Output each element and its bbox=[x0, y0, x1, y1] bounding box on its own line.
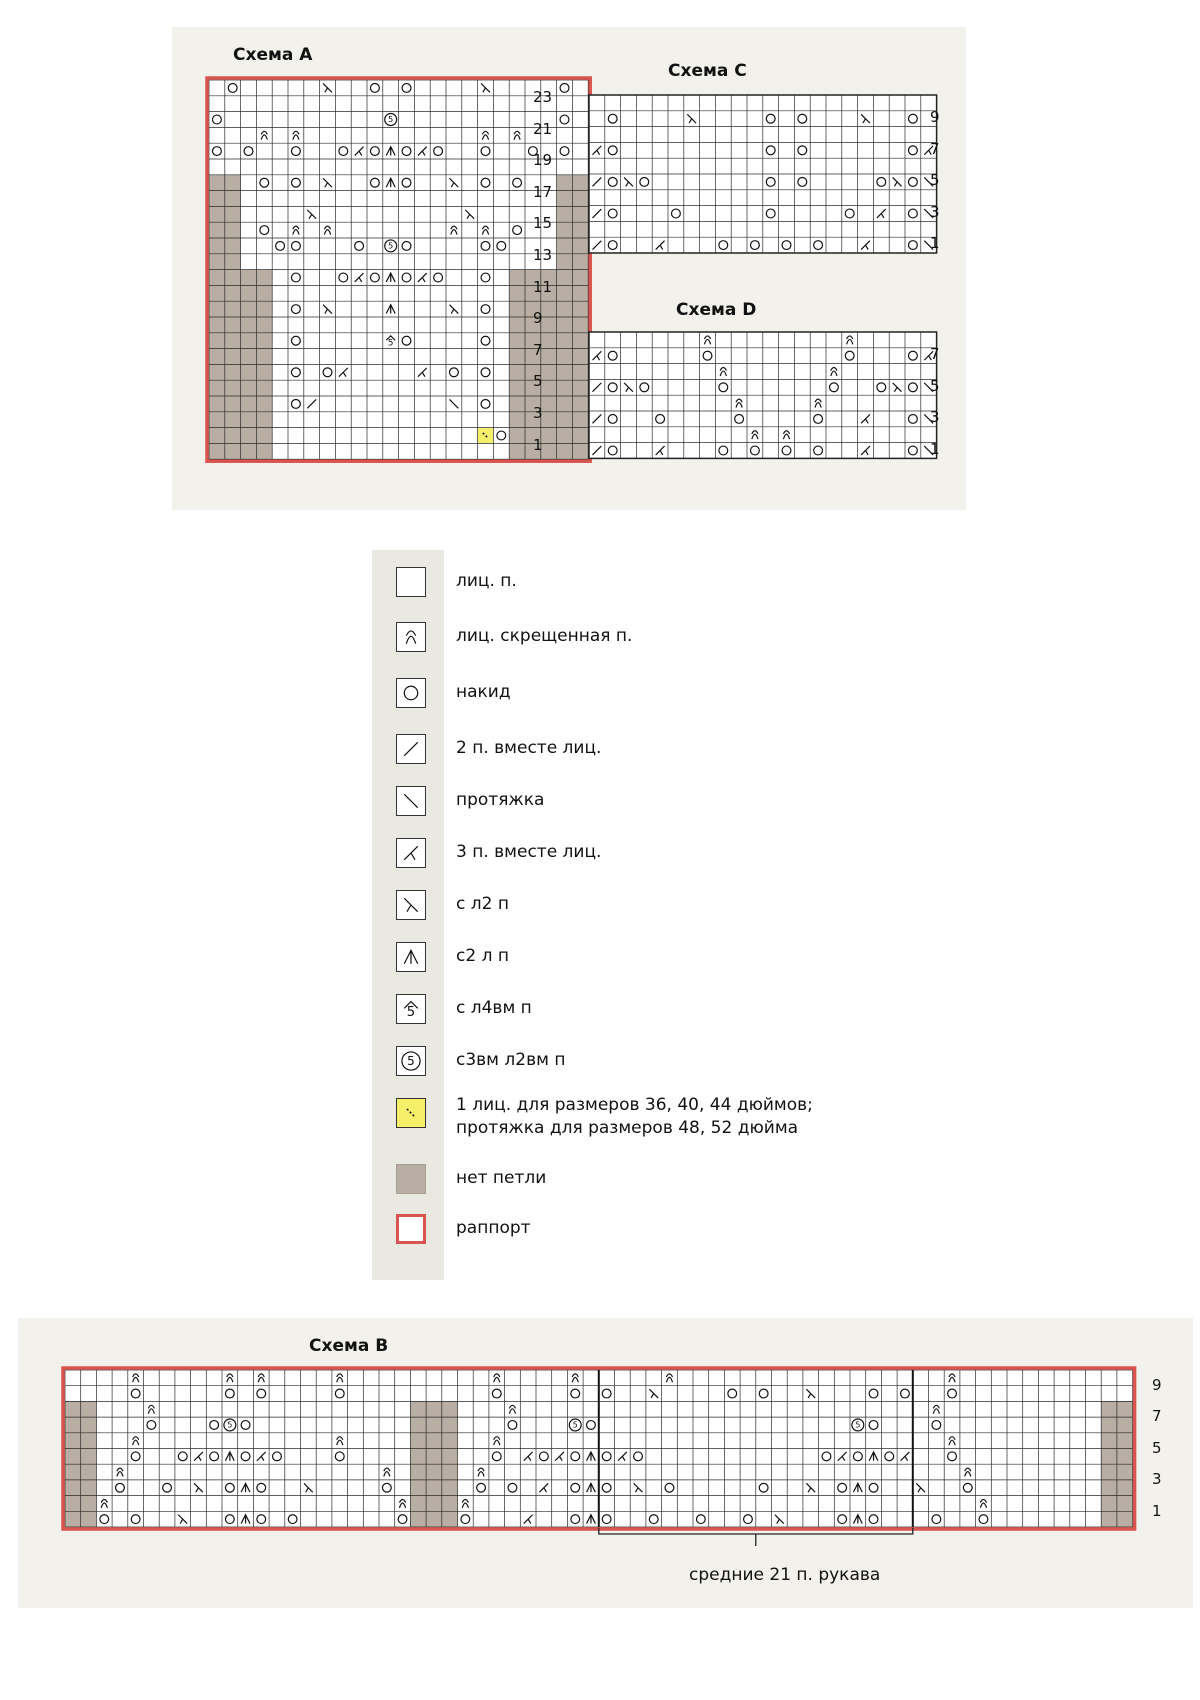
row-number: 1 bbox=[533, 435, 543, 454]
svg-text:5: 5 bbox=[388, 115, 394, 125]
c4-symbol-icon bbox=[399, 997, 423, 1021]
svg-text:5: 5 bbox=[387, 338, 394, 349]
scheme-b-title: Схема В bbox=[309, 1336, 389, 1356]
legend-label: 1 лиц. для размеров 36, 40, 44 дюймов; протяжка для размеров 48, 52 дюйма bbox=[456, 1095, 813, 1138]
legend-swatch-o bbox=[396, 678, 426, 708]
row-number: 3 bbox=[930, 202, 940, 221]
legend-swatch-gray bbox=[396, 1164, 426, 1194]
legend-label: с3вм л2вм п bbox=[456, 1050, 566, 1070]
cl2-symbol-icon bbox=[399, 893, 423, 917]
legend-label: с л2 п bbox=[456, 894, 509, 914]
row-number: 9 bbox=[533, 309, 543, 328]
row-number: 19 bbox=[533, 151, 553, 170]
row-number: 9 bbox=[930, 108, 940, 126]
scheme-c-title: Схема С bbox=[668, 61, 747, 81]
legend-swatch-c3 bbox=[396, 1046, 426, 1076]
legend-label: протяжка bbox=[456, 790, 545, 810]
size-variant-cell bbox=[478, 428, 494, 444]
row-number: 5 bbox=[1152, 1438, 1162, 1457]
legend-label: раппорт bbox=[456, 1218, 531, 1238]
k3tog-symbol-icon bbox=[399, 841, 423, 865]
row-number: 23 bbox=[533, 88, 553, 106]
svg-text:5: 5 bbox=[388, 241, 394, 251]
row-number: 7 bbox=[930, 345, 940, 363]
legend-swatch-bs bbox=[396, 786, 426, 816]
legend-swatch-red bbox=[396, 1214, 426, 1244]
ssk-symbol-icon bbox=[399, 789, 423, 813]
legend-label: с2 л п bbox=[456, 946, 509, 966]
legend-swatch-empty bbox=[396, 567, 426, 597]
legend-label: лиц. п. bbox=[456, 571, 517, 591]
scheme-c-grid-group bbox=[589, 95, 937, 253]
svg-text:5: 5 bbox=[407, 1054, 415, 1069]
svg-text:5: 5 bbox=[855, 1420, 861, 1430]
svg-text:5: 5 bbox=[227, 1420, 233, 1430]
svg-text:5: 5 bbox=[572, 1420, 578, 1430]
row-number: 13 bbox=[533, 246, 553, 264]
sleeve-middle-note: средние 21 п. рукава bbox=[689, 1565, 881, 1585]
legend-label: 3 п. вместе лиц. bbox=[456, 842, 602, 862]
row-number: 5 bbox=[533, 372, 543, 391]
legend-swatch-c2 bbox=[396, 942, 426, 972]
row-number: 1 bbox=[930, 439, 940, 458]
row-number: 17 bbox=[533, 182, 553, 201]
row-number: 11 bbox=[533, 277, 553, 296]
yarn-over-symbol-icon bbox=[399, 681, 423, 705]
row-number: 21 bbox=[533, 119, 553, 138]
row-number: 5 bbox=[930, 171, 940, 190]
legend-swatch-sl bbox=[396, 734, 426, 764]
scheme-b-grid-group bbox=[63, 1368, 1135, 1529]
legend-label: нет петли bbox=[456, 1168, 547, 1188]
legend-label: 2 п. вместе лиц. bbox=[456, 738, 602, 758]
row-number: 9 bbox=[1152, 1376, 1162, 1394]
scheme-d-title: Схема D bbox=[676, 300, 757, 320]
legend-swatch-cl2 bbox=[396, 890, 426, 920]
size-variant-symbol-icon bbox=[399, 1101, 423, 1125]
scheme-d-grid-group bbox=[589, 332, 937, 458]
scheme-a-title: Схема А bbox=[233, 45, 313, 65]
row-number: 7 bbox=[930, 139, 940, 158]
row-number: 5 bbox=[930, 376, 940, 395]
svg-text:5: 5 bbox=[406, 1005, 416, 1021]
legend-swatch-yel bbox=[396, 1098, 426, 1128]
row-number: 15 bbox=[533, 214, 553, 233]
row-number: 7 bbox=[533, 340, 543, 359]
legend-swatch-x bbox=[396, 622, 426, 652]
k2tog-symbol-icon bbox=[399, 737, 423, 761]
row-number: 3 bbox=[930, 408, 940, 427]
row-number: 1 bbox=[1152, 1501, 1162, 1520]
legend-label: с л4вм п bbox=[456, 998, 532, 1018]
legend-swatch-c4 bbox=[396, 994, 426, 1024]
twisted-knit-symbol-icon bbox=[399, 625, 423, 649]
row-number: 3 bbox=[533, 404, 543, 422]
c2-symbol-icon bbox=[399, 945, 423, 969]
legend-swatch-k3 bbox=[396, 838, 426, 868]
row-number: 1 bbox=[930, 234, 940, 253]
row-number: 3 bbox=[1152, 1470, 1162, 1489]
legend-label: накид bbox=[456, 682, 511, 702]
c3-symbol-icon bbox=[399, 1049, 423, 1073]
row-number: 7 bbox=[1152, 1407, 1162, 1426]
legend-label: лиц. скрещенная п. bbox=[456, 626, 633, 646]
